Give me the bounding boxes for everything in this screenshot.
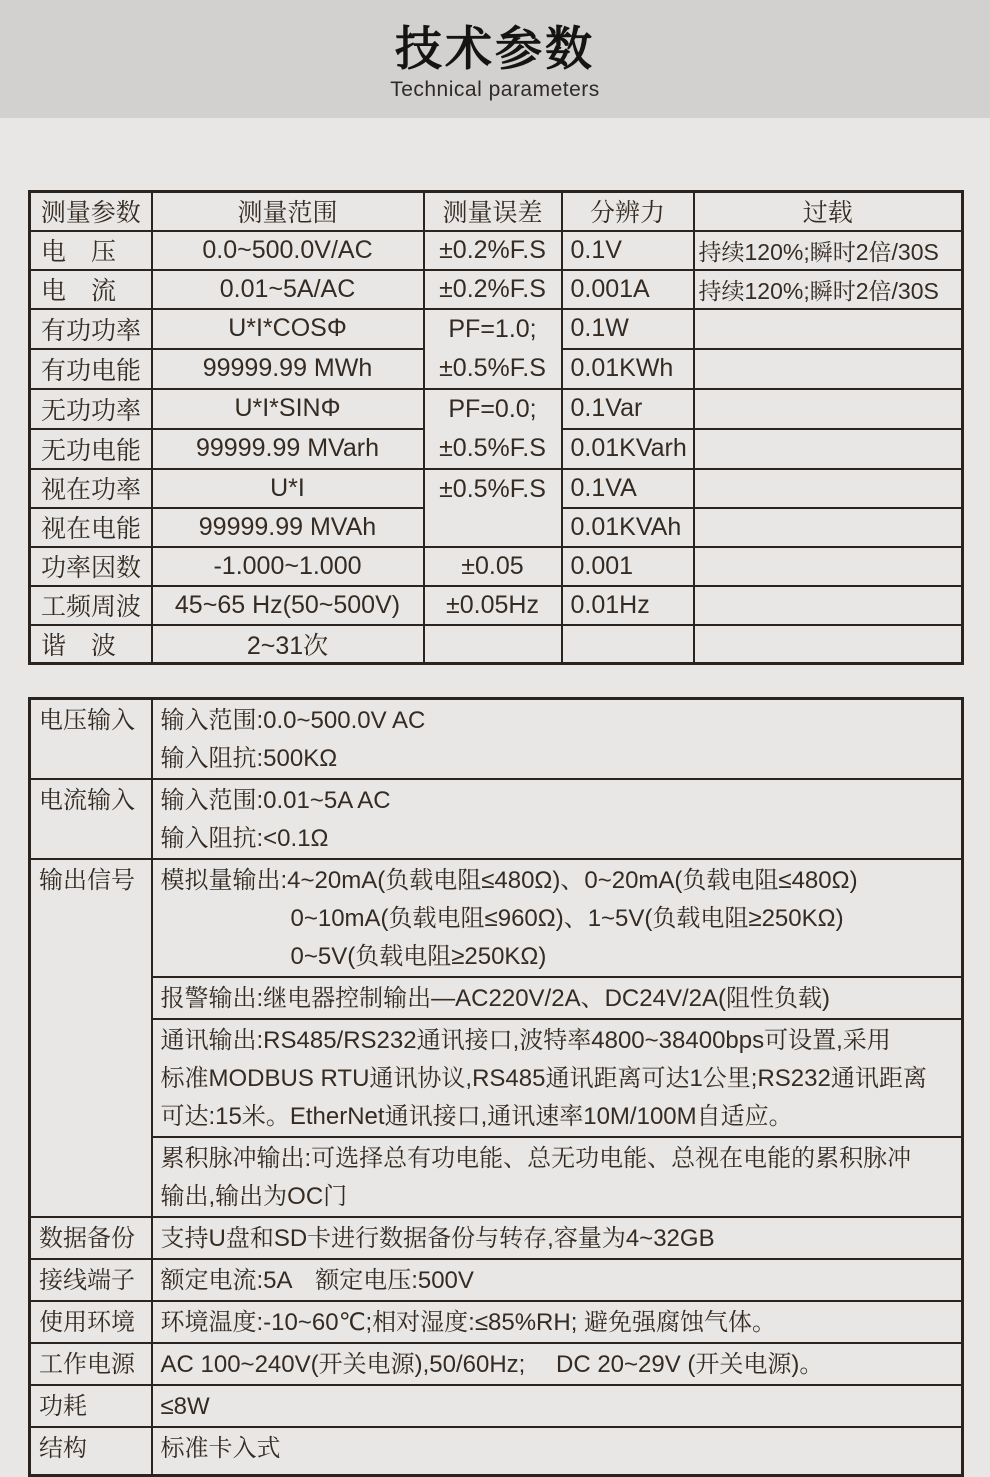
spec-line: 输入阻抗:<0.1Ω	[160, 825, 329, 852]
page-title: 技术参数	[395, 22, 595, 75]
spec-line: 输出,输出为OC门	[160, 1183, 348, 1210]
spec-row-current-input	[30, 779, 963, 859]
resolution-cell	[562, 625, 694, 664]
overload-cell: 持续120%;瞬时2倍/30S	[694, 270, 963, 309]
param-cell: 电 流	[30, 270, 152, 309]
spec-line: 0~5V(负载电阻≥250KΩ)	[290, 943, 547, 970]
spec-row-power-consumption	[30, 1385, 963, 1427]
resolution-cell: 0.1V	[562, 231, 694, 270]
table-row-current	[30, 270, 963, 309]
spec-content	[152, 859, 963, 977]
spec-label: 工作电源	[30, 1343, 152, 1385]
param-cell: 工频周波	[30, 586, 152, 625]
overload-cell	[694, 389, 963, 429]
overload-cell	[694, 309, 963, 349]
spec-line: ≤8W	[160, 1393, 210, 1420]
measurement-table	[28, 190, 964, 665]
spec-row-power-supply	[30, 1343, 963, 1385]
range-cell: 45~65 Hz(50~500V)	[152, 586, 424, 625]
column-header-overload: 过载	[694, 192, 963, 231]
range-cell: U*I*COSΦ	[152, 309, 424, 349]
overload-cell	[694, 349, 963, 389]
param-cell: 无功电能	[30, 429, 152, 469]
spec-content	[152, 1301, 963, 1343]
param-cell: 无功功率	[30, 389, 152, 429]
range-cell: -1.000~1.000	[152, 547, 424, 586]
spec-line: 可达:15米。EtherNet通讯接口,通讯速率10M/100M自适应。	[160, 1103, 793, 1130]
resolution-cell: 0.1VA	[562, 469, 694, 508]
range-cell: 99999.99 MVAh	[152, 508, 424, 547]
spec-line: 支持U盘和SD卡进行数据备份与转存,容量为4~32GB	[160, 1225, 715, 1252]
error-line-2: ±0.5%F.S	[439, 433, 546, 462]
error-line-1: ±0.5%F.S	[439, 474, 546, 503]
table-row-apparent-power	[30, 469, 963, 508]
spec-content	[152, 1343, 963, 1385]
spec-label: 使用环境	[30, 1301, 152, 1343]
param-cell: 视在功率	[30, 469, 152, 508]
range-cell: 99999.99 MWh	[152, 349, 424, 389]
spec-line: 输入阻抗:500KΩ	[160, 745, 338, 772]
range-cell: U*I	[152, 469, 424, 508]
overload-cell	[694, 547, 963, 586]
spec-row-terminals	[30, 1259, 963, 1301]
overload-cell: 持续120%;瞬时2倍/30S	[694, 231, 963, 270]
spec-row-voltage-input	[30, 699, 963, 780]
column-header-range: 测量范围	[152, 192, 424, 231]
resolution-cell: 0.1Var	[562, 389, 694, 429]
resolution-cell: 0.1W	[562, 309, 694, 349]
spec-line: AC 100~240V(开关电源),50/60Hz; DC 20~29V (开关电源)。	[160, 1351, 824, 1378]
spec-line: 标准MODBUS RTU通讯协议,RS485通讯距离可达1公里;RS232通讯距离	[160, 1065, 927, 1092]
spec-label: 电压输入	[30, 699, 152, 780]
column-header-resolution: 分辨力	[562, 192, 694, 231]
spec-label: 结构	[30, 1427, 152, 1475]
spec-label: 数据备份	[30, 1217, 152, 1259]
overload-cell	[694, 508, 963, 547]
spec-content	[152, 1137, 963, 1217]
overload-cell	[694, 586, 963, 625]
error-cell	[424, 625, 562, 664]
column-header-error: 测量误差	[424, 192, 562, 231]
resolution-cell: 0.01KWh	[562, 349, 694, 389]
spec-line: 额定电流:5A 额定电压:500V	[160, 1267, 474, 1294]
spec-row-output-comm	[30, 1019, 963, 1137]
error-line-2: ±0.5%F.S	[439, 353, 546, 382]
table-row-power-factor	[30, 547, 963, 586]
spec-content	[152, 1427, 963, 1475]
error-cell-merged	[424, 389, 562, 469]
spec-label: 电流输入	[30, 779, 152, 859]
spec-row-output-alarm	[30, 977, 963, 1019]
spec-label: 功耗	[30, 1385, 152, 1427]
error-cell-merged	[424, 469, 562, 547]
overload-cell	[694, 469, 963, 508]
spec-line: 累积脉冲输出:可选择总有功电能、总无功电能、总视在电能的累积脉冲	[160, 1145, 912, 1172]
param-cell: 视在电能	[30, 508, 152, 547]
spec-content	[152, 779, 963, 859]
spec-content	[152, 1259, 963, 1301]
resolution-cell: 0.01KVAh	[562, 508, 694, 547]
error-cell: ±0.05	[424, 547, 562, 586]
spec-line: 输入范围:0.0~500.0V AC	[160, 707, 426, 734]
spec-row-structure	[30, 1427, 963, 1475]
overload-cell	[694, 625, 963, 664]
table-row-reactive-power	[30, 389, 963, 429]
param-cell: 有功电能	[30, 349, 152, 389]
spec-line: 通讯输出:RS485/RS232通讯接口,波特率4800~38400bps可设置,采用	[160, 1027, 891, 1054]
error-cell: ±0.2%F.S	[424, 231, 562, 270]
spec-content	[152, 1385, 963, 1427]
spec-row-environment	[30, 1301, 963, 1343]
measurement-header-row	[30, 192, 963, 231]
spec-content	[152, 1217, 963, 1259]
spec-line: 报警输出:继电器控制输出—AC220V/2A、DC24V/2A(阻性负载)	[160, 985, 830, 1012]
table-row-voltage	[30, 231, 963, 270]
error-line-1: PF=0.0;	[448, 394, 537, 423]
spec-row-output-pulse	[30, 1137, 963, 1217]
resolution-cell: 0.001	[562, 547, 694, 586]
spec-line: 0~10mA(负载电阻≤960Ω)、1~5V(负载电阻≥250KΩ)	[290, 905, 844, 932]
spec-row-data-backup	[30, 1217, 963, 1259]
spec-label: 输出信号	[30, 859, 152, 1217]
spec-line: 环境温度:-10~60℃;相对湿度:≤85%RH; 避免强腐蚀气体。	[160, 1309, 777, 1336]
table-row-active-power	[30, 309, 963, 349]
page-subtitle: Technical parameters	[390, 78, 600, 102]
resolution-cell: 0.01KVarh	[562, 429, 694, 469]
range-cell: 2~31次	[152, 625, 424, 664]
spec-label: 接线端子	[30, 1259, 152, 1301]
range-cell: U*I*SINΦ	[152, 389, 424, 429]
spec-content	[152, 1019, 963, 1137]
param-cell: 有功功率	[30, 309, 152, 349]
range-cell: 99999.99 MVarh	[152, 429, 424, 469]
table-row-harmonics	[30, 625, 963, 664]
overload-cell	[694, 429, 963, 469]
resolution-cell: 0.001A	[562, 270, 694, 309]
spec-line: 标准卡入式	[160, 1435, 281, 1462]
error-cell: ±0.2%F.S	[424, 270, 562, 309]
param-cell: 谐 波	[30, 625, 152, 664]
param-cell: 功率因数	[30, 547, 152, 586]
error-cell: ±0.05Hz	[424, 586, 562, 625]
resolution-cell: 0.01Hz	[562, 586, 694, 625]
spec-line: 模拟量输出:4~20mA(负载电阻≤480Ω)、0~20mA(负载电阻≤480Ω)	[160, 867, 858, 894]
error-cell-merged	[424, 309, 562, 389]
range-cell: 0.01~5A/AC	[152, 270, 424, 309]
spec-table	[28, 697, 964, 1477]
spec-row-output-analog	[30, 859, 963, 977]
range-cell: 0.0~500.0V/AC	[152, 231, 424, 270]
spec-content	[152, 699, 963, 780]
error-line-1: PF=1.0;	[448, 314, 537, 343]
column-header-param: 测量参数	[30, 192, 152, 231]
param-cell: 电 压	[30, 231, 152, 270]
spec-line: 输入范围:0.01~5A AC	[160, 787, 391, 814]
spec-content	[152, 977, 963, 1019]
table-row-frequency	[30, 586, 963, 625]
title-block	[0, 0, 990, 102]
